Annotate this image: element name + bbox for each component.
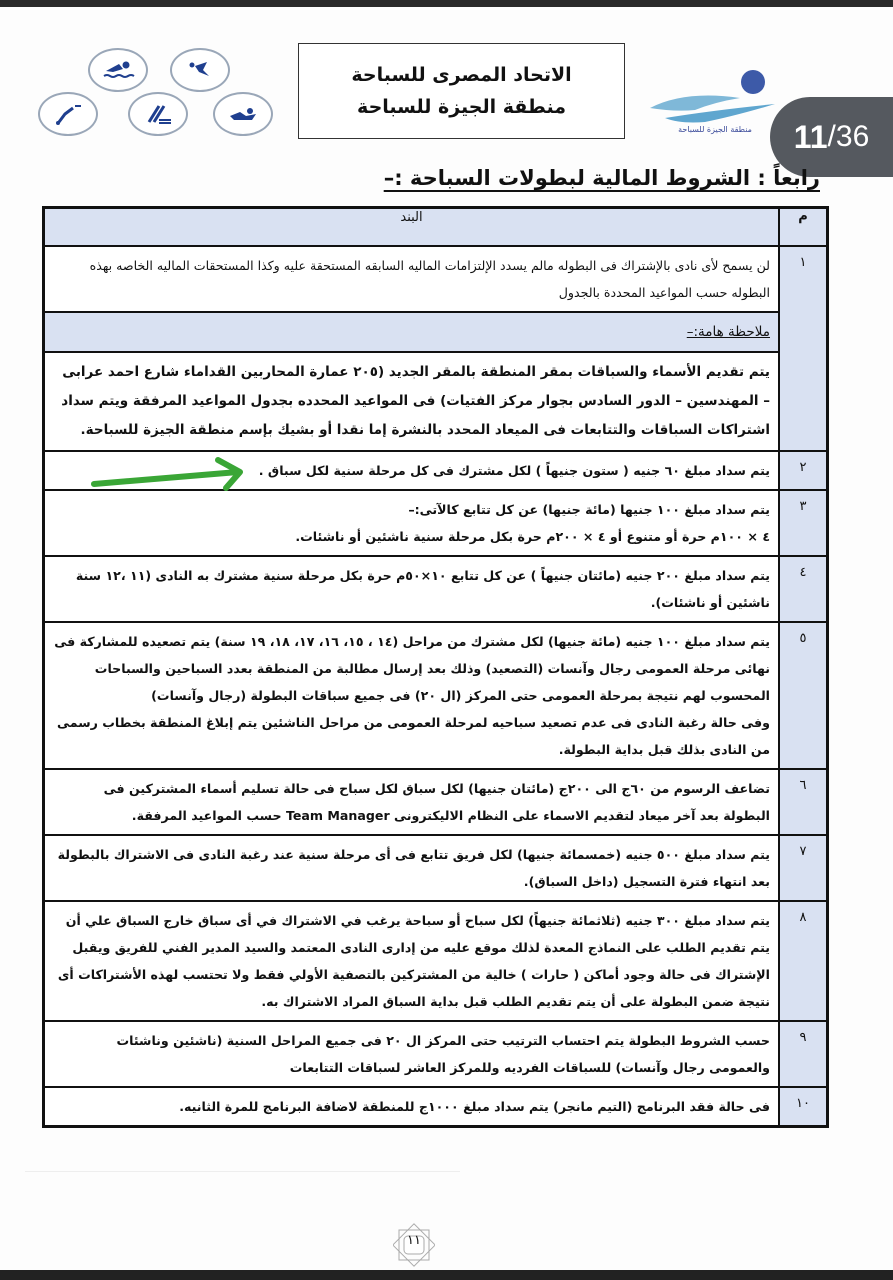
table-row — [44, 1021, 828, 1087]
row-text: يتم سداد مبلغ ١٠٠ جنيها (مائة جنيها) عن كل تتابع كالآتى:– — [408, 502, 770, 517]
current-page: 11 — [793, 118, 828, 155]
svg-text:منطقة الجيزة للسباحة: منطقة الجيزة للسباحة — [678, 125, 752, 134]
total-pages: /36 — [827, 120, 870, 153]
header-item: البند — [44, 208, 780, 247]
row-text: يتم سداد مبلغ ٣٠٠ جنيه (ثلاثمائة جنيهاً) لكل سباح أو سباحة يرغب في الاشتراك في أى سباق خارج السباق علي أن يتم تقديم الطلب على النماذج المعدة لذلك موقع عليه من إدارى النادى المعتمد والسيد المدير الفني للفريق ويقبل الإشتراك فى حالة وجود أماكن ( حارات ) خالية من المشتركين بالتصفية الأولي فقط ولا تحتسب لهذه الأشتراكات أى نتيجة ضمن البطولة على أن يتم تقديم الطلب قبل بداية السباق المراد الاشتراك به. — [44, 901, 780, 1021]
row-cell — [44, 622, 780, 769]
row-text: يتم سداد مبلغ ٥٠٠ جنيه (خمسمائة جنيها) لكل فريق تتابع فى أى مرحلة سنية عند رغبة النادى فى الاشتراك بالبطولة بعد انتهاء فترة التسجيل (داخل السباق). — [44, 835, 780, 901]
divider — [25, 1171, 460, 1172]
page-number: ١١ — [407, 1233, 421, 1248]
diving-board-icon — [38, 92, 98, 136]
region-name: منطقة الجيزة للسباحة — [357, 96, 566, 118]
federation-name: الاتحاد المصرى للسباحة — [351, 64, 572, 86]
row-text: تضاعف الرسوم من ٦٠ج الى ٢٠٠ج (مائتان جنيها) لكل سباق لكل سباح فى حالة تسليم أسماء المشتركين فى البطولة بعد آخر ميعاد لتقديم الاسماء على النظام الاليكترونى Team Manager حسب المواعيد المرفقة. — [44, 769, 780, 835]
table-row — [44, 901, 828, 1021]
note-title-row — [44, 312, 828, 352]
row-cell — [44, 490, 780, 556]
financial-terms-table — [42, 206, 829, 1128]
green-arrow-annotation — [90, 456, 250, 496]
relay-icon — [128, 92, 188, 136]
diving-icon — [170, 48, 230, 92]
section-heading: رابعاً : الشروط المالية لبطولات السباحة :– — [383, 166, 820, 190]
viewer-bottom-bar — [0, 1270, 893, 1280]
row-text: يتم سداد مبلغ ٦٠ جنيه ( ستون جنيهاً ) لكل مشترك فى كل مرحلة سنية لكل سباق . — [44, 451, 780, 490]
row-number: ٢ — [779, 451, 828, 490]
synchronized-swimming-icon — [213, 92, 273, 136]
row-text: حسب الشروط البطولة يتم احتساب الترتيب حتى المركز ال ٢٠ فى جميع المراحل السنية (ناشئين وناشئات والعمومى رجال وآنسات) للسباقات الفرديه وللمركز العاشر لسباقات التتابعات — [44, 1021, 780, 1087]
note-text-row — [44, 352, 828, 451]
row-text: لن يسمح لأى نادى بالإشتراك فى البطوله مالم يسدد الإلتزامات الماليه السابقه المستحقة عليه وكذا المستحقات الماليه الخاصه بهذه البطوله حسب المواعيد المحددة بالجدول — [44, 246, 780, 312]
table-row — [44, 556, 828, 622]
important-note-text: يتم تقديم الأسماء والسباقات بمقر المنطقة بالمقر الجديد (٢٠٥ عمارة المحاربين القداماء شارع احمد عرابى – المهندسين – الدور السادس بجوار مركز الفتيات) فى المواعيد المحدده بجدول المواعيد المرفقة ويتم سداد اشتراكات السباقات والتتابعات فى الميعاد المحدد بالنشرة إما نقدا أو بشيك بإسم منطقة الجيزة للسباحة. — [44, 352, 780, 451]
row-number: ٤ — [779, 556, 828, 622]
giza-region-logo — [645, 60, 785, 140]
viewer-top-bar — [0, 0, 893, 7]
organization-title-box — [298, 43, 625, 139]
important-note-title: ملاحظة هامة:– — [686, 324, 770, 340]
row-number: ٥ — [779, 622, 828, 769]
row-number: ٦ — [779, 769, 828, 835]
row-number: ١ — [779, 246, 828, 451]
table-row — [44, 769, 828, 835]
row-text: يتم سداد مبلغ ١٠٠ جنيه (مائة جنيها) لكل مشترك من مراحل (١٤ ، ١٥، ١٦، ١٧، ١٨، ١٩ سنة) يتم تصعيده للمشاركة فى نهائى مرحلة العمومى رجال وآنسات (التصعيد) وذلك بعد إرسال مطالبة من المنطقة بعدد السباحين والسباحات المحسوب لهم نتيجة بمرحلة العمومى حتى المركز (ال ٢٠) فى جميع سباقات البطولة (رجال وآنسات) — [54, 634, 770, 703]
row-number: ٨ — [779, 901, 828, 1021]
row-text-continued: ٤ × ١٠٠م حرة أو متنوع أو ٤ × ٢٠٠م حرة بكل مرحلة سنية ناشئين أو ناشئات. — [295, 529, 770, 544]
row-text: يتم سداد مبلغ ٢٠٠ جنيه (مائتان جنيهاً ) عن كل تتابع ١٠×٥٠م حرة بكل مرحلة سنية مشترك به النادى (١١ ،١٢ سنة ناشئين أو ناشئات). — [44, 556, 780, 622]
sport-icons-group — [28, 42, 268, 137]
table-header-row — [44, 208, 828, 247]
page-counter-badge — [770, 97, 893, 177]
table-row — [44, 246, 828, 312]
table-row — [44, 1087, 828, 1127]
row-number: ٧ — [779, 835, 828, 901]
row-number: ٩ — [779, 1021, 828, 1087]
table-row — [44, 490, 828, 556]
row-number: ١٠ — [779, 1087, 828, 1127]
row-text-continued: وفى حالة رغبة النادى فى عدم تصعيد سباحيه لمرحلة العمومى من مراحل الناشئين يتم إبلاغ المنطقة بخطاب رسمى من النادى بذلك قبل بداية البطولة. — [57, 715, 770, 757]
header-number: م — [779, 208, 828, 247]
row-text: فى حالة فقد البرنامج (التيم مانجر) يتم سداد مبلغ ١٠٠٠ج للمنطقة لاضافة البرنامج للمرة الثانيه. — [44, 1087, 780, 1127]
table-row — [44, 622, 828, 769]
table-row — [44, 835, 828, 901]
swimming-icon — [88, 48, 148, 92]
row-number: ٣ — [779, 490, 828, 556]
